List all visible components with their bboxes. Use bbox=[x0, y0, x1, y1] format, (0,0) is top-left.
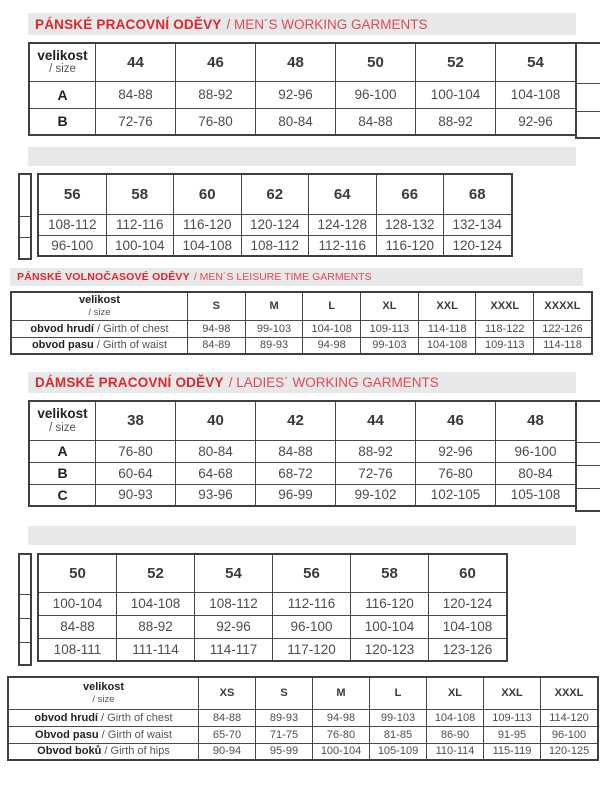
value-cell: 94-98 bbox=[188, 320, 246, 337]
value-row bbox=[29, 440, 576, 462]
size-header-cell: 68 bbox=[444, 174, 512, 214]
value-cell: 112-116 bbox=[309, 235, 377, 256]
value-row bbox=[38, 214, 512, 235]
size-header-cell: XL bbox=[427, 677, 484, 709]
value-cell: 99-102 bbox=[336, 484, 416, 506]
men-leisure-title-bar bbox=[10, 268, 583, 286]
size-header-cell: 50 bbox=[38, 554, 117, 592]
cropped-table-continuation-left bbox=[18, 173, 32, 260]
value-cell: 99-103 bbox=[245, 320, 303, 337]
size-header-cell: L bbox=[370, 677, 427, 709]
value-cell: 102-105 bbox=[416, 484, 496, 506]
size-table bbox=[37, 173, 513, 257]
size-table bbox=[37, 553, 508, 662]
value-cell: 120-125 bbox=[541, 743, 599, 760]
size-header-cell: XL bbox=[361, 292, 419, 320]
value-row bbox=[38, 638, 507, 661]
value-cell: 114-118 bbox=[418, 320, 476, 337]
size-header-cell: 54 bbox=[496, 43, 577, 81]
value-row bbox=[29, 81, 576, 108]
value-cell: 72-76 bbox=[96, 108, 176, 135]
value-cell: 114-117 bbox=[195, 638, 273, 661]
value-cell: 100-104 bbox=[38, 592, 117, 615]
value-cell: 122-126 bbox=[534, 320, 592, 337]
size-header-cell: XXL bbox=[418, 292, 476, 320]
header-row bbox=[38, 554, 507, 592]
size-label-line1: velikost bbox=[37, 406, 88, 422]
ladies-measure-table bbox=[7, 676, 599, 761]
value-cell: 108-112 bbox=[195, 592, 273, 615]
row-label-english: / Girth of waist bbox=[93, 339, 168, 352]
value-cell: 88-92 bbox=[117, 615, 195, 638]
size-header-cell: 48 bbox=[256, 43, 336, 81]
value-cell: 94-98 bbox=[303, 337, 361, 354]
value-cell: 91-95 bbox=[484, 726, 541, 743]
value-cell: 60-64 bbox=[96, 462, 176, 484]
value-cell: 116-120 bbox=[351, 592, 429, 615]
divider-bar bbox=[28, 147, 576, 166]
value-cell: 112-116 bbox=[273, 592, 351, 615]
men-leisure-title-czech: PÁNSKÉ VOLNOČASOVÉ ODĚVY bbox=[17, 271, 190, 283]
value-cell: 109-113 bbox=[484, 709, 541, 726]
ladies-work-title-bar bbox=[28, 372, 576, 393]
size-header-cell: 42 bbox=[256, 401, 336, 440]
value-cell: 90-94 bbox=[199, 743, 256, 760]
row-label-czech: Obvod boků bbox=[37, 745, 102, 758]
size-header-cell: 56 bbox=[38, 174, 106, 214]
size-header-cell: XXXL bbox=[541, 677, 599, 709]
value-cell: 84-88 bbox=[336, 108, 416, 135]
value-cell: 108-111 bbox=[38, 638, 117, 661]
size-label-line1: velikost bbox=[37, 47, 88, 63]
value-cell: 96-100 bbox=[38, 235, 106, 256]
size-header-cell: 60 bbox=[174, 174, 242, 214]
value-cell: 105-108 bbox=[496, 484, 577, 506]
men-work-sizes-table-1 bbox=[28, 42, 577, 136]
size-header-cell: 48 bbox=[496, 401, 577, 440]
value-row bbox=[38, 615, 507, 638]
size-header-cell: L bbox=[303, 292, 361, 320]
size-header-cell: M bbox=[245, 292, 303, 320]
row-label-english: / Girth of chest bbox=[93, 322, 169, 335]
row-label-cell bbox=[11, 320, 188, 337]
row-label-cell bbox=[8, 726, 199, 743]
value-cell: 114-118 bbox=[534, 337, 592, 354]
value-cell: 109-113 bbox=[476, 337, 534, 354]
row-label-cell bbox=[8, 743, 199, 760]
row-label-czech: obvod hrudí bbox=[30, 322, 94, 335]
size-header-cell: 64 bbox=[309, 174, 377, 214]
men-work-title-czech: PÁNSKÉ PRACOVNÍ ODĚVY bbox=[35, 16, 222, 32]
row-label-czech: obvod hrudí bbox=[34, 711, 98, 724]
value-cell: 104-108 bbox=[418, 337, 476, 354]
row-label-cell bbox=[29, 81, 96, 108]
size-label-line2: / size bbox=[49, 421, 76, 434]
size-label-line1: velikost bbox=[83, 680, 124, 693]
cropped-table-continuation-left bbox=[18, 553, 32, 666]
value-cell: 88-92 bbox=[336, 440, 416, 462]
value-row bbox=[8, 726, 598, 743]
value-cell: 84-89 bbox=[188, 337, 246, 354]
size-header-cell: 58 bbox=[351, 554, 429, 592]
size-table bbox=[7, 676, 599, 761]
size-label-header bbox=[8, 677, 199, 709]
size-header-cell: 56 bbox=[273, 554, 351, 592]
header-row bbox=[38, 174, 512, 214]
value-cell: 96-100 bbox=[496, 440, 577, 462]
divider-bar bbox=[28, 526, 576, 545]
value-cell: 109-113 bbox=[361, 320, 419, 337]
value-cell: 96-100 bbox=[541, 726, 599, 743]
row-label-czech: obvod pasu bbox=[31, 339, 94, 352]
value-row bbox=[38, 235, 512, 256]
value-cell: 111-114 bbox=[117, 638, 195, 661]
value-cell: 132-134 bbox=[444, 214, 512, 235]
size-header-cell: 46 bbox=[176, 43, 256, 81]
value-cell: 104-108 bbox=[303, 320, 361, 337]
ladies-work-sizes-table-1 bbox=[28, 400, 577, 507]
row-label-czech: Obvod pasu bbox=[35, 728, 99, 741]
men-leisure-measure-table bbox=[10, 291, 593, 355]
value-cell: 93-96 bbox=[176, 484, 256, 506]
row-label-czech: A bbox=[57, 86, 68, 103]
size-header-cell: XXL bbox=[484, 677, 541, 709]
value-cell: 68-72 bbox=[256, 462, 336, 484]
value-cell: 80-84 bbox=[256, 108, 336, 135]
value-cell: 80-84 bbox=[496, 462, 577, 484]
size-header-cell: 66 bbox=[376, 174, 444, 214]
value-cell: 96-99 bbox=[256, 484, 336, 506]
value-cell: 65-70 bbox=[199, 726, 256, 743]
value-cell: 88-92 bbox=[416, 108, 496, 135]
value-cell: 92-96 bbox=[416, 440, 496, 462]
value-cell: 104-108 bbox=[496, 81, 577, 108]
cropped-table-continuation-right bbox=[575, 400, 600, 512]
value-row bbox=[8, 709, 598, 726]
size-table bbox=[10, 291, 593, 355]
value-cell: 81-85 bbox=[370, 726, 427, 743]
value-cell: 100-104 bbox=[106, 235, 174, 256]
ladies-work-title-english: / LADIES´ WORKING GARMENTS bbox=[228, 375, 439, 390]
row-label-cell bbox=[29, 484, 96, 506]
size-header-cell: 58 bbox=[106, 174, 174, 214]
value-cell: 92-96 bbox=[195, 615, 273, 638]
size-label-line1: velikost bbox=[79, 293, 120, 306]
value-cell: 100-104 bbox=[351, 615, 429, 638]
value-cell: 80-84 bbox=[176, 440, 256, 462]
value-row bbox=[11, 320, 592, 337]
size-header-cell: XXXXL bbox=[534, 292, 592, 320]
size-table bbox=[28, 400, 577, 507]
size-header-cell: 44 bbox=[336, 401, 416, 440]
men-work-title-english: / MEN´S WORKING GARMENTS bbox=[226, 16, 428, 32]
size-header-cell: 40 bbox=[176, 401, 256, 440]
value-cell: 120-124 bbox=[241, 214, 309, 235]
size-header-cell: S bbox=[256, 677, 313, 709]
row-label-cell bbox=[29, 108, 96, 135]
value-cell: 64-68 bbox=[176, 462, 256, 484]
size-header-cell: 52 bbox=[416, 43, 496, 81]
value-cell: 116-120 bbox=[174, 214, 242, 235]
size-header-cell: XS bbox=[199, 677, 256, 709]
value-cell: 100-104 bbox=[416, 81, 496, 108]
row-label-english: / Girth of hips bbox=[101, 745, 170, 758]
value-cell: 120-124 bbox=[429, 592, 508, 615]
value-cell: 100-104 bbox=[313, 743, 370, 760]
value-cell: 123-126 bbox=[429, 638, 508, 661]
value-cell: 116-120 bbox=[376, 235, 444, 256]
value-cell: 104-108 bbox=[427, 709, 484, 726]
value-cell: 84-88 bbox=[199, 709, 256, 726]
value-cell: 95-99 bbox=[256, 743, 313, 760]
row-label-english: / Girth of waist bbox=[98, 728, 172, 741]
value-cell: 118-122 bbox=[476, 320, 534, 337]
row-label-cell bbox=[8, 709, 199, 726]
size-table bbox=[28, 42, 577, 136]
value-cell: 104-108 bbox=[174, 235, 242, 256]
value-cell: 104-108 bbox=[117, 592, 195, 615]
value-cell: 104-108 bbox=[429, 615, 508, 638]
value-cell: 105-109 bbox=[370, 743, 427, 760]
value-cell: 76-80 bbox=[416, 462, 496, 484]
size-label-line2: / size bbox=[49, 63, 76, 76]
size-header-cell: 62 bbox=[241, 174, 309, 214]
value-cell: 120-124 bbox=[444, 235, 512, 256]
row-label-english: / Girth of chest bbox=[97, 711, 173, 724]
value-cell: 71-75 bbox=[256, 726, 313, 743]
value-cell: 112-116 bbox=[106, 214, 174, 235]
row-label-czech: A bbox=[57, 443, 68, 459]
value-cell: 89-93 bbox=[256, 709, 313, 726]
size-header-cell: S bbox=[188, 292, 246, 320]
value-cell: 96-100 bbox=[336, 81, 416, 108]
value-row bbox=[38, 592, 507, 615]
value-cell: 99-103 bbox=[370, 709, 427, 726]
value-cell: 72-76 bbox=[336, 462, 416, 484]
size-header-cell: 54 bbox=[195, 554, 273, 592]
row-label-czech: B bbox=[57, 465, 68, 481]
value-cell: 89-93 bbox=[245, 337, 303, 354]
value-cell: 115-119 bbox=[484, 743, 541, 760]
size-header-cell: 52 bbox=[117, 554, 195, 592]
size-label-header bbox=[11, 292, 188, 320]
value-cell: 88-92 bbox=[176, 81, 256, 108]
size-header-cell: 60 bbox=[429, 554, 508, 592]
row-label-czech: C bbox=[57, 486, 68, 503]
ladies-work-title-czech: DÁMSKÉ PRACOVNÍ ODĚVY bbox=[35, 375, 224, 390]
value-cell: 90-93 bbox=[96, 484, 176, 506]
size-header-cell: 50 bbox=[336, 43, 416, 81]
size-header-cell: M bbox=[313, 677, 370, 709]
row-label-cell bbox=[29, 440, 96, 462]
value-cell: 110-114 bbox=[427, 743, 484, 760]
value-cell: 114-120 bbox=[541, 709, 599, 726]
value-cell: 84-88 bbox=[96, 81, 176, 108]
value-row bbox=[29, 462, 576, 484]
size-header-cell: 44 bbox=[96, 43, 176, 81]
ladies-work-sizes-table-2 bbox=[37, 553, 508, 662]
cropped-table-continuation-right bbox=[575, 42, 600, 139]
row-label-cell bbox=[29, 462, 96, 484]
value-cell: 120-123 bbox=[351, 638, 429, 661]
value-cell: 117-120 bbox=[273, 638, 351, 661]
row-label-czech: B bbox=[57, 113, 68, 130]
men-leisure-title-english: / MEN´S LEISURE TIME GARMENTS bbox=[193, 271, 372, 283]
value-cell: 124-128 bbox=[309, 214, 377, 235]
header-row bbox=[29, 401, 576, 440]
value-cell: 94-98 bbox=[313, 709, 370, 726]
value-cell: 96-100 bbox=[273, 615, 351, 638]
value-row bbox=[11, 337, 592, 354]
value-cell: 99-103 bbox=[361, 337, 419, 354]
value-cell: 76-80 bbox=[313, 726, 370, 743]
row-label-cell bbox=[11, 337, 188, 354]
value-cell: 84-88 bbox=[38, 615, 117, 638]
size-label-line2: / size bbox=[92, 694, 115, 706]
men-work-sizes-table-2 bbox=[37, 173, 513, 257]
size-header-cell: 38 bbox=[96, 401, 176, 440]
value-row bbox=[8, 743, 598, 760]
value-row bbox=[29, 484, 576, 506]
value-cell: 108-112 bbox=[38, 214, 106, 235]
size-label-line2: / size bbox=[88, 307, 111, 319]
size-label-header bbox=[29, 43, 96, 81]
header-row bbox=[8, 677, 598, 709]
value-cell: 128-132 bbox=[376, 214, 444, 235]
value-cell: 76-80 bbox=[176, 108, 256, 135]
value-cell: 92-96 bbox=[496, 108, 577, 135]
size-header-cell: XXXL bbox=[476, 292, 534, 320]
value-cell: 86-90 bbox=[427, 726, 484, 743]
value-cell: 92-96 bbox=[256, 81, 336, 108]
men-work-title-bar bbox=[28, 13, 576, 35]
value-cell: 76-80 bbox=[96, 440, 176, 462]
size-header-cell: 46 bbox=[416, 401, 496, 440]
size-label-header bbox=[29, 401, 96, 440]
value-row bbox=[29, 108, 576, 135]
header-row bbox=[29, 43, 576, 81]
value-cell: 108-112 bbox=[241, 235, 309, 256]
header-row bbox=[11, 292, 592, 320]
value-cell: 84-88 bbox=[256, 440, 336, 462]
